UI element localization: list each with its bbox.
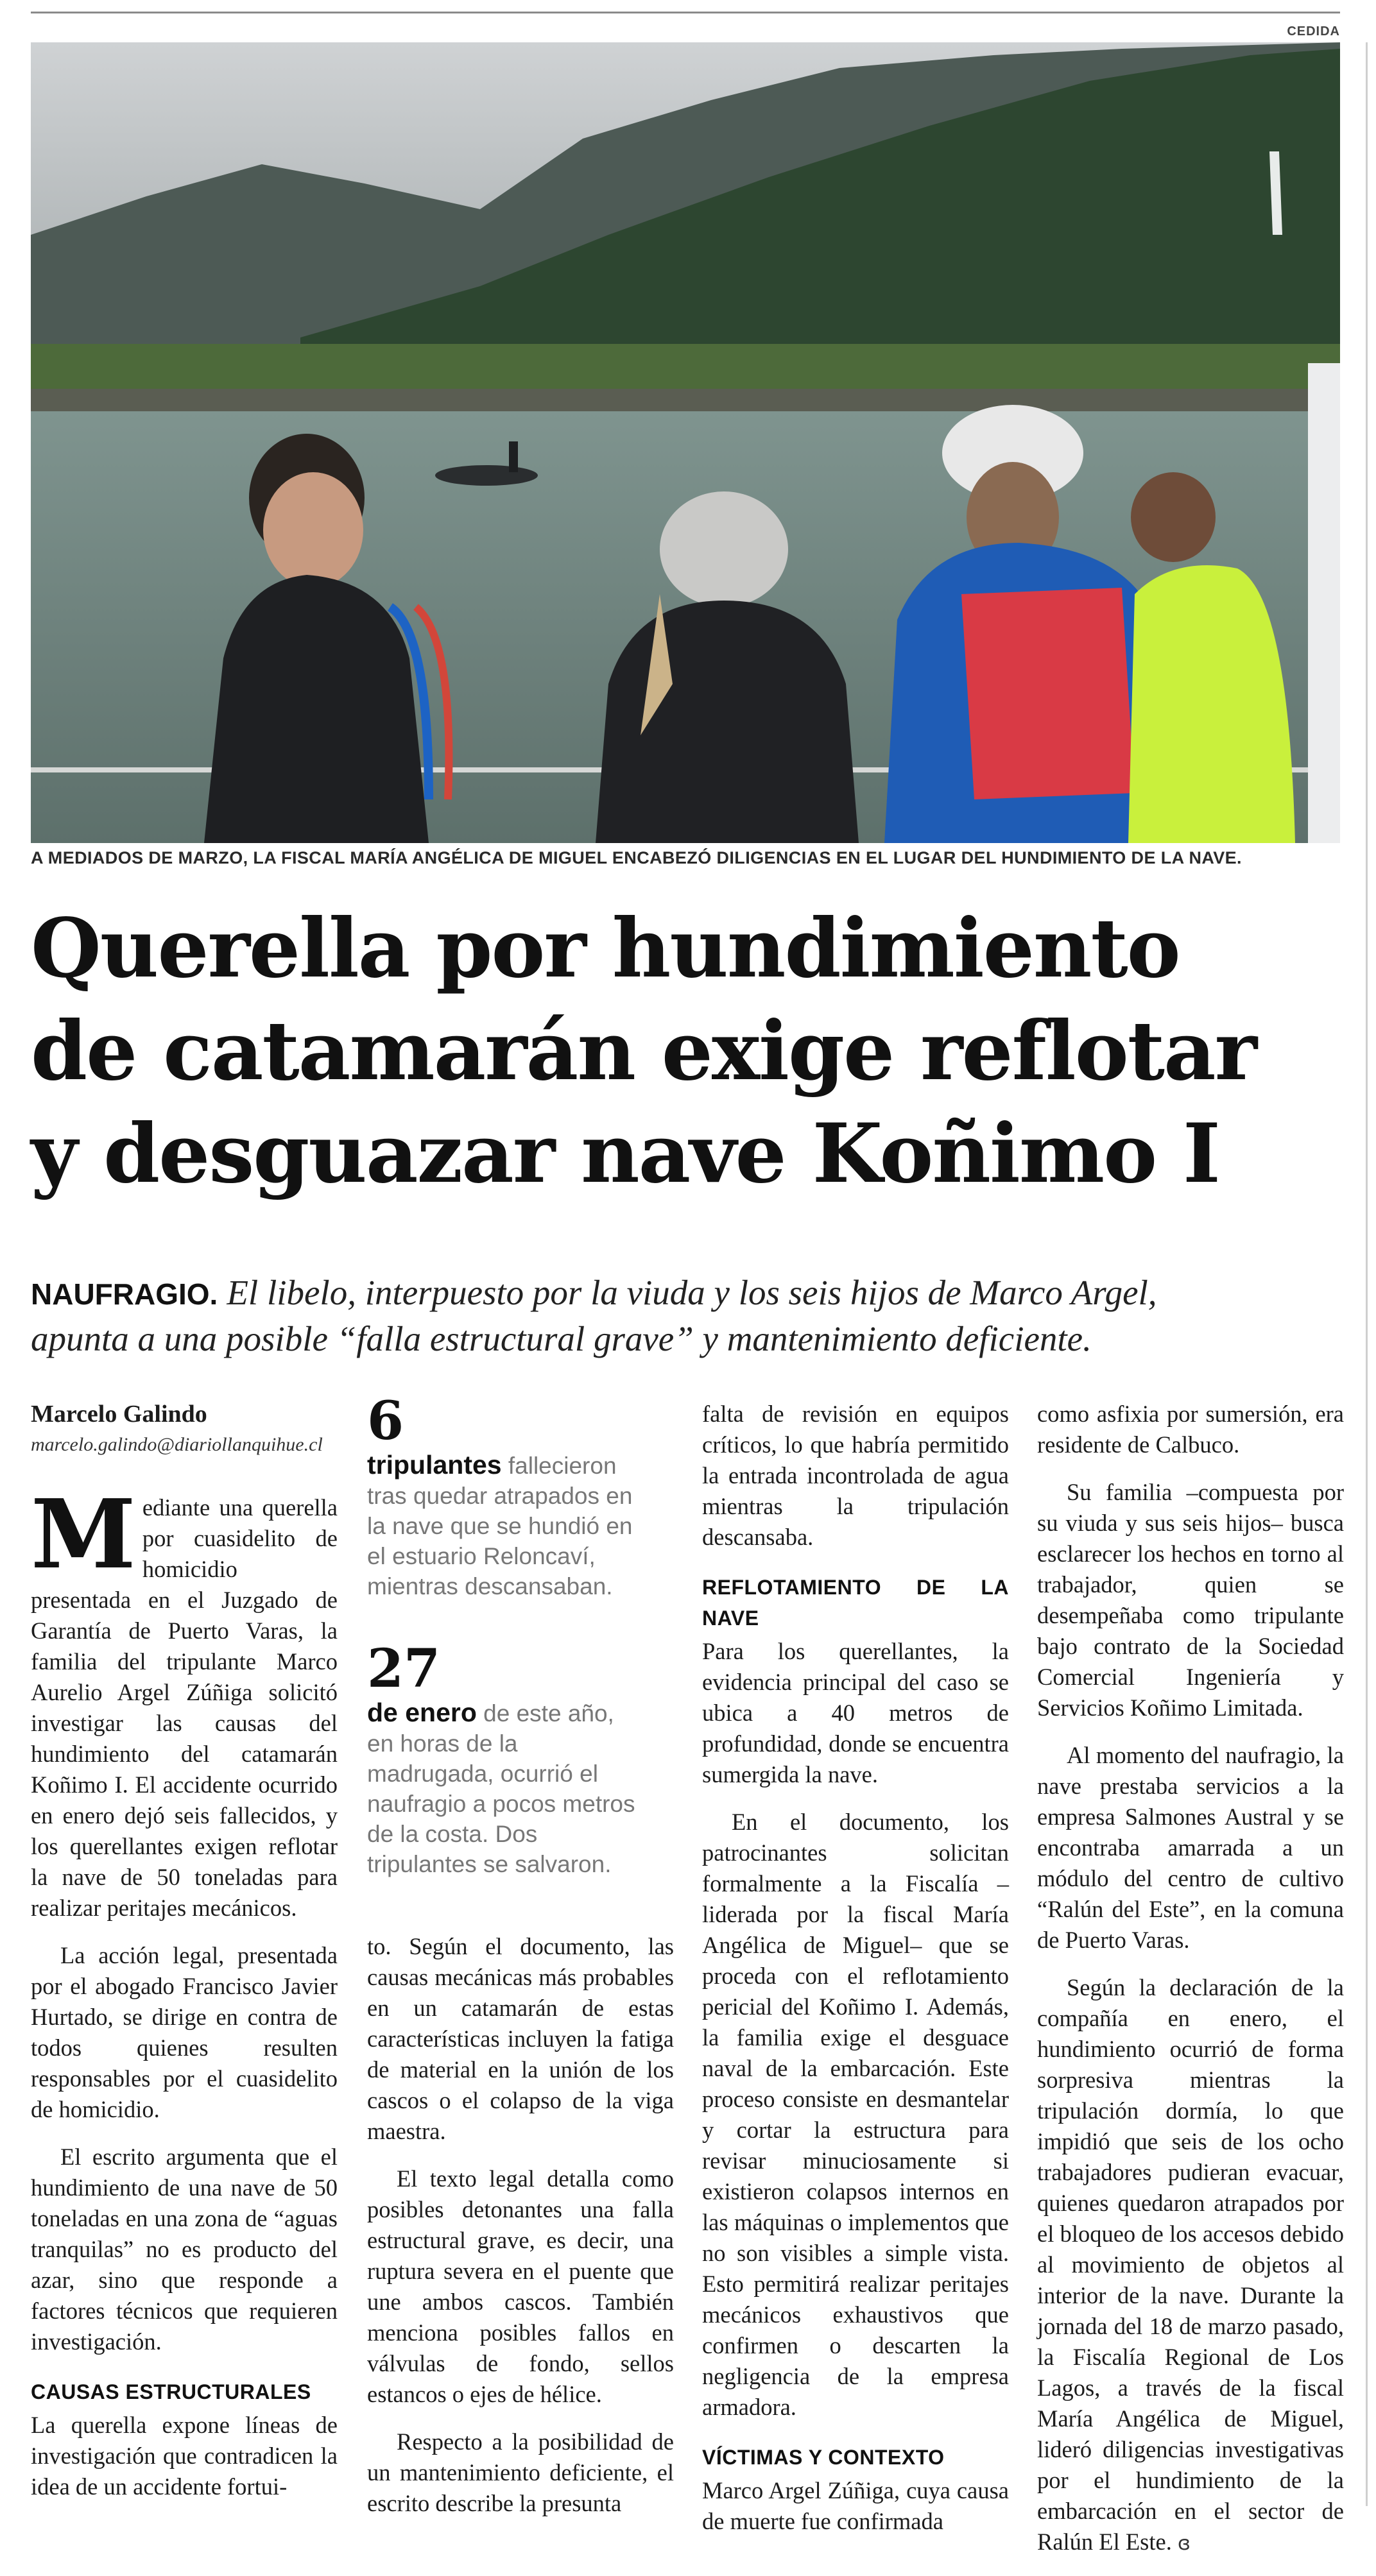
stat-label-1: tripulantes — [367, 1450, 502, 1480]
headline-line-2: de catamarán exige reflotar — [31, 1003, 1256, 1098]
stat-number-2: 27 — [367, 1638, 441, 1700]
headline — [31, 897, 1353, 1205]
paragraph: Respecto a la posibilidad de un mantenimiento deficiente, el escrito describe la presunta — [367, 2428, 674, 2516]
end-mark-icon: ɞ — [1177, 2532, 1191, 2555]
shoreline — [31, 389, 1340, 414]
deck — [31, 1270, 1340, 1361]
column-4 — [1037, 1399, 1344, 2576]
photo-caption: A MEDIADOS DE MARZO, LA FISCAL MARÍA ANGÉLICA DE MIGUEL ENCABEZÓ DILIGENCIAS EN EL LUGAR DEL HUNDIMIENTO DE LA NAVE. — [31, 848, 1242, 867]
stat-description-1 — [367, 1450, 643, 1601]
headline-line-3: y desguazar nave Koñimo I — [31, 1106, 1219, 1201]
stats-box — [367, 1392, 643, 1879]
deck-line-1: El libelo, interpuesto por la viuda y los seis hijos de Marco Argel, — [227, 1273, 1157, 1312]
subhead-victimas: VÍCTIMAS Y CONTEXTO — [702, 2446, 945, 2469]
news-photo — [31, 42, 1340, 843]
headline-line-1: Querella por hundimiento — [31, 901, 1180, 996]
closing-text: Según la declaración de la compañía en enero, el hundimiento ocurrió de forma sorpresiva mientras la tripulación dormía, lo que impidió que seis de los ocho trabajadores pudieran evacuar, quienes quedaron atrapados por el bloqueo de los accesos debido al movimiento de objetos al interior de la nave. Durante la jornada del 18 de marzo pasado, la Fiscalía Regional de Los Lagos, a través de la fiscal María Angélica de Miguel, lideró diligencias investigativas por el hundimiento de la embarcación en el sector de Ralún El Este. — [1037, 1974, 1344, 2555]
paragraph: La acción legal, presentada por el abogado Francisco Javier Hurtado, se dirige en contra de todos quienes resulten responsables por el cuasidelito de homicidio. — [31, 1942, 338, 2122]
stat-text-2: de este año, en horas de la madrugada, ocurrió el naufragio a pocos metros de la costa. Dos tripulantes se salvaron. — [367, 1700, 635, 1877]
photo-illustration — [31, 42, 1340, 843]
deck-kicker: NAUFRAGIO. — [31, 1277, 218, 1311]
paragraph: En el documento, los patrocinantes solicitan formalmente a la Fiscalía –liderada por la fiscal María Angélica de Miguel– que se proceda con el reflotamiento pericial del Koñimo I. Además, la familia exige el desguace naval de la embarcación. Este proceso consiste en desmantelar y cortar la estructura para revisar minuciosamente si existieron colapsos internos en las máquinas o implementos que no son visibles a simple vista. Esto permitirá realizar peritajes mecánicos exhaustivos que confirmen o descarten la negligencia de la empresa armadora. — [702, 1809, 1009, 2420]
paragraph: como asfixia por sumersión, era residente de Calbuco. — [1037, 1401, 1344, 1458]
lead-text: ediante una querella por cuasidelito de homicidio presentada en el Juzgado de Garantía de Puerto Varas, la familia del tripulante Marco Aurelio Argel Zúñiga solicitó investigar las causas del hundimiento del catamarán Koñimo I. El accidente ocurrido en enero dejó seis fallecidos, y los querellantes exigen reflotar la nave de 50 toneladas para realizar peritajes mecánicos. — [31, 1494, 338, 1921]
lead-paragraph — [31, 1478, 338, 1923]
paragraph: Al momento del naufragio, la nave prestaba servicios a la empresa Salmones Austral y se encontraba amarrada a un módulo del centro de cultivo “Ralún del Este”, en la comuna de Puerto Varas. — [1037, 1742, 1344, 1953]
subhead-reflotamiento: REFLOTAMIENTO DE LA NAVE — [702, 1576, 1009, 1630]
paragraph: to. Según el documento, las causas mecánicas más probables en un catamarán de estas características incluyen la fatiga de material en la unión de los cascos o el colapso de la viga maestra. — [367, 1933, 674, 2144]
stat-description-2 — [367, 1698, 643, 1879]
cabin-edge — [1308, 363, 1340, 843]
right-rule — [1366, 42, 1368, 2506]
stat-number-1: 6 — [367, 1390, 404, 1452]
byline-email: marcelo.galindo@diariollanquihue.cl — [31, 1434, 323, 1455]
top-rule — [31, 12, 1340, 13]
photo-credit: CEDIDA — [1287, 24, 1340, 38]
deck-line-2: apunta a una posible “falla estructural grave” y mantenimiento deficiente. — [31, 1319, 1092, 1358]
paragraph: El escrito argumenta que el hundimiento de una nave de 50 toneladas en una zona de “aguas tranquilas” no es producto del azar, sino que responde a factores técnicos que requieren investigación. — [31, 2144, 338, 2355]
column-3 — [702, 1399, 1009, 2554]
byline-name: Marcelo Galindo — [31, 1401, 207, 1428]
stat-text-1: fallecieron tras quedar atrapados en la nave que se hundió en el estuario Reloncaví, mientras descansaban. — [367, 1453, 633, 1599]
paragraph: La querella expone líneas de investigación que contradicen la idea de un accidente fortui- — [31, 2412, 338, 2500]
paragraph — [1037, 1972, 1344, 2559]
stat-label-2: de enero — [367, 1698, 477, 1727]
drop-cap: M — [31, 1478, 136, 1590]
column-1 — [31, 1399, 338, 2519]
paragraph: falta de revisión en equipos críticos, lo que habría permitido la entrada incontrolada de agua mientras la tripulación descansaba. — [702, 1401, 1009, 1550]
paragraph: Para los querellantes, la evidencia principal del caso se ubica a 40 metros de profundidad, donde se encuentra sumergida la nave. — [702, 1638, 1009, 1787]
paragraph: Su familia –compuesta por su viuda y sus seis hijos– busca esclarecer los hechos en torno al trabajador, quien se desempeñaba como tripulante bajo contrato de la Sociedad Comercial Ingeniería y Servicios Koñimo Limitada. — [1037, 1479, 1344, 1721]
subhead-causas: CAUSAS ESTRUCTURALES — [31, 2380, 311, 2403]
column-2 — [367, 1931, 674, 2536]
paragraph: Marco Argel Zúñiga, cuya causa de muerte fue confirmada — [702, 2477, 1009, 2534]
paragraph: El texto legal detalla como posibles detonantes una falla estructural grave, es decir, una ruptura severa en el puente que une ambos cascos. También menciona posibles fallos en válvulas de fondo, sellos estancos o ejes de hélice. — [367, 2165, 674, 2407]
